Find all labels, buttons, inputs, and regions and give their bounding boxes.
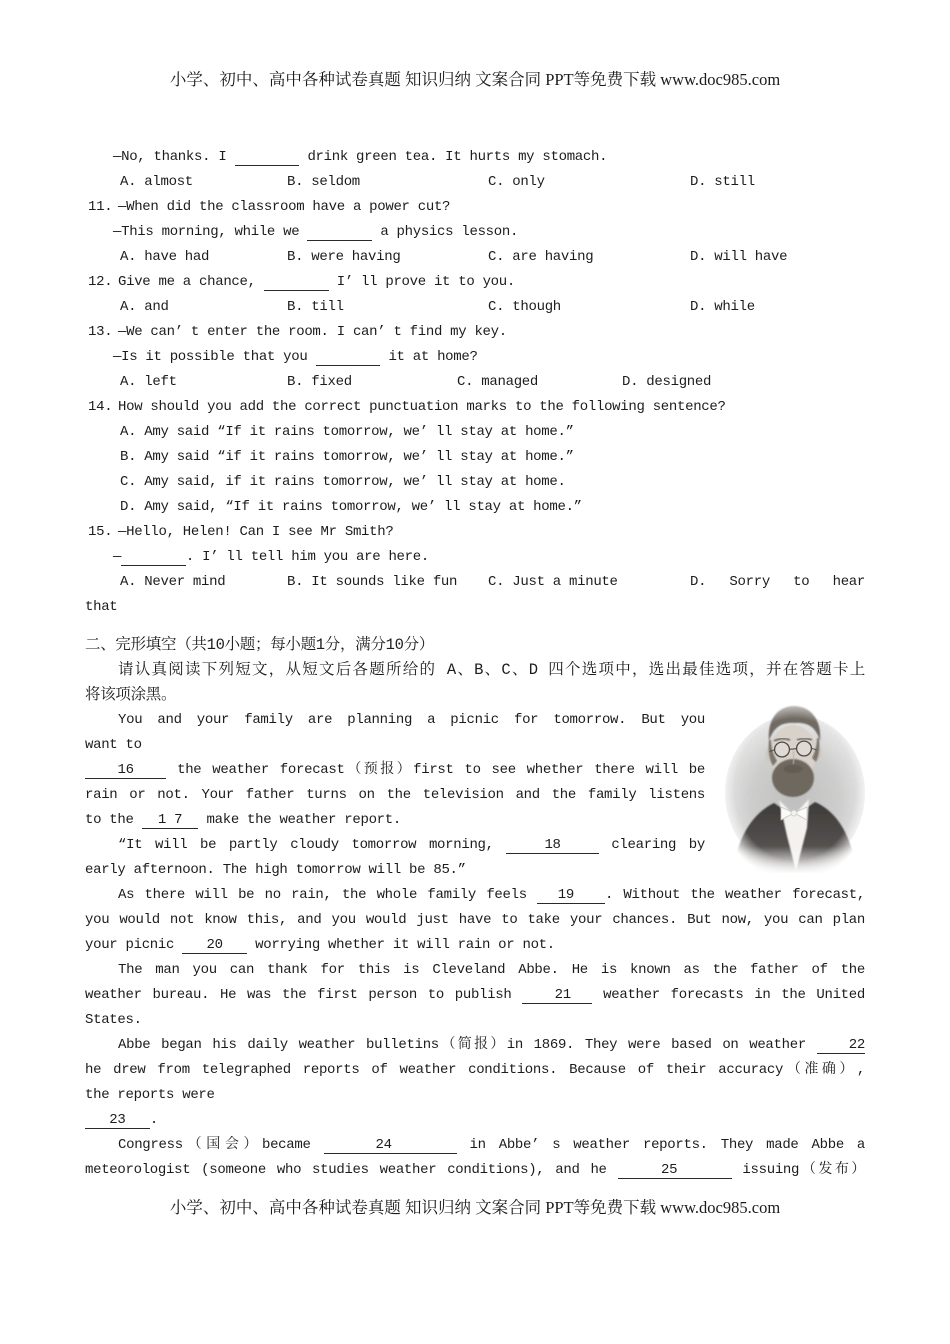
passage-line: your picnic 20 worrying whether it will rain or not.: [85, 937, 555, 953]
passage-line: to the 1 7 make the weather report.: [85, 812, 401, 828]
option-d: D. Sorry to hear: [690, 574, 865, 590]
question-15-stem: [85, 520, 865, 545]
passage-line: As there will be no rain, the whole family feels 19 . Without the weather forecast,: [118, 887, 865, 903]
option-a: A. have had: [120, 249, 210, 265]
question-15-options: [85, 570, 865, 595]
question-12-options: [85, 295, 865, 320]
section-2-instructions-line-2: 将该项涂黑。: [85, 686, 177, 704]
page-content: [85, 145, 865, 1183]
question-text: —We can’ t enter the room. I can’ t find my key.: [118, 324, 507, 340]
section-2-instructions-line-1: 请认真阅读下列短文，从短文后各题所给的 A、B、C、D 四个选项中，选出最佳选项，并在答题卡上: [118, 661, 865, 679]
option-c: C. Just a minute: [488, 574, 618, 590]
option-d: D. while: [690, 299, 755, 315]
section-2-heading: 二、完形填空（共10小题；每小题1分，满分10分）: [85, 636, 435, 654]
question-11-options: [85, 245, 865, 270]
option-a: A. left: [120, 374, 177, 390]
question-number: 13.: [88, 324, 113, 340]
passage-line: You and your family are planning a picnic for tomorrow. But you: [118, 712, 705, 728]
question-text: How should you add the correct punctuation marks to the following sentence?: [118, 399, 726, 415]
passage-line: meteorologist (someone who studies weather conditions), and he 25 issuing（发布）: [85, 1162, 865, 1178]
passage-line: weather bureau. He was the first person to publish 21 weather forecasts in the United: [85, 987, 865, 1003]
cleveland-abbe-portrait-image: [720, 698, 870, 873]
question-10-answer-line: —No, thanks. I drink green tea. It hurts my stomach.: [113, 149, 608, 165]
passage-line: you would not know this, and you would just have to take your chances. But now, you can plan: [85, 912, 865, 928]
option-a: A. Never mind: [120, 574, 226, 590]
passage-line: 23 .: [85, 1112, 158, 1128]
question-14-option-b: B. Amy said “if it rains tomorrow, we’ ll stay at home.”: [120, 449, 574, 465]
option-b: B. seldom: [287, 174, 360, 190]
passage-line: he drew from telegraphed reports of weather conditions. Because of their accuracy（准确）,: [85, 1062, 865, 1078]
option-d: D. designed: [622, 374, 712, 390]
question-text: —When did the classroom have a power cut?: [118, 199, 451, 215]
option-d: D. will have: [690, 249, 788, 265]
passage-line: rain or not. Your father turns on the television and the family listens: [85, 787, 705, 803]
question-11-response-line: —This morning, while we a physics lesson.: [113, 224, 519, 240]
option-c: C. though: [488, 299, 561, 315]
question-14-option-d: D. Amy said, “If it rains tomorrow, we’ ll stay at home.”: [120, 499, 582, 515]
question-12-stem: [85, 270, 865, 295]
option-b: B. were having: [287, 249, 401, 265]
question-14-option-a: A. Amy said “If it rains tomorrow, we’ ll stay at home.”: [120, 424, 574, 440]
passage-line: “It will be partly cloudy tomorrow morning, 18 clearing by: [118, 837, 705, 853]
question-15-option-d-overflow: that: [85, 599, 118, 615]
question-13-stem: [85, 320, 865, 345]
question-text: —Hello, Helen! Can I see Mr Smith?: [118, 524, 394, 540]
option-c: C. only: [488, 174, 545, 190]
passage-line: 16 the weather forecast（预报）first to see whether there will be: [85, 762, 705, 778]
question-10-options: [85, 170, 865, 195]
header-watermark: 小学、初中、高中各种试卷真题 知识归纳 文案合同 PPT等免费下载 www.doc985.com: [169, 70, 781, 89]
passage-line: the reports were: [85, 1087, 215, 1103]
passage-column-narrow: [85, 708, 705, 883]
question-number: 12.: [88, 274, 113, 290]
question-13-options: [85, 370, 865, 395]
footer-watermark: 小学、初中、高中各种试卷真题 知识归纳 文案合同 PPT等免费下载 www.doc985.com: [169, 1198, 781, 1217]
question-14-stem: [85, 395, 865, 420]
option-d: D. still: [690, 174, 755, 190]
passage-line: want to: [85, 737, 142, 753]
passage-line: The man you can thank for this is Cleveland Abbe. He is known as the father of the: [118, 962, 865, 978]
option-a: A. almost: [120, 174, 193, 190]
question-15-response-line: — . I’ ll tell him you are here.: [113, 549, 429, 565]
question-number: 15.: [88, 524, 113, 540]
option-b: B. fixed: [287, 374, 352, 390]
option-b: B. till: [287, 299, 344, 315]
option-c: C. managed: [457, 374, 539, 390]
passage-line: Abbe began his daily weather bulletins（简报）in 1869. They were based on weather 22: [118, 1037, 865, 1053]
passage-line: States.: [85, 1012, 142, 1028]
question-14-option-c: C. Amy said, if it rains tomorrow, we’ ll stay at home.: [120, 474, 566, 490]
option-c: C. are having: [488, 249, 594, 265]
passage-line: Congress（国会）became 24 in Abbe’ s weather reports. They made Abbe a: [118, 1137, 865, 1153]
question-number: 11.: [88, 199, 113, 215]
question-13-response-line: —Is it possible that you it at home?: [113, 349, 478, 365]
option-b: B. It sounds like fun: [287, 574, 458, 590]
question-text: Give me a chance, I’ ll prove it to you.: [118, 274, 515, 290]
question-number: 14.: [88, 399, 113, 415]
option-a: A. and: [120, 299, 169, 315]
passage-line: early afternoon. The high tomorrow will be 85.”: [85, 862, 466, 878]
question-11-stem: [85, 195, 865, 220]
